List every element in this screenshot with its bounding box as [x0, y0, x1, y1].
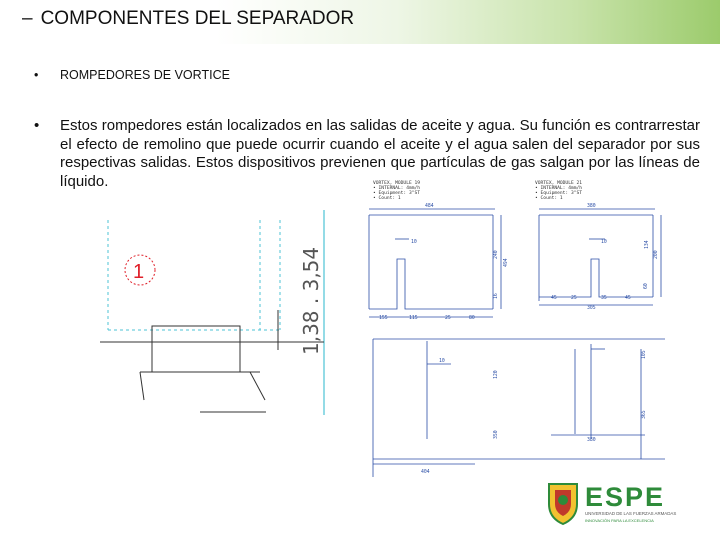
svg-text:350: 350: [494, 430, 499, 439]
svg-text:16: 16: [494, 293, 499, 299]
svg-text:10: 10: [411, 240, 417, 245]
svg-text:134: 134: [645, 240, 650, 249]
svg-text:305: 305: [587, 306, 596, 311]
slide-title-text: COMPONENTES DEL SEPARADOR: [40, 8, 355, 29]
technical-drawing: [365, 179, 670, 477]
logo-tagline-2: INNOVACIÓN PARA LA EXCELENCIA: [585, 518, 654, 523]
svg-text:380: 380: [587, 204, 596, 209]
espe-logo: [541, 478, 717, 528]
svg-text:80: 80: [469, 316, 475, 321]
svg-text:240: 240: [494, 250, 499, 259]
bullet-heading-text: ROMPEDORES DE VORTICE: [60, 68, 230, 82]
logo-brand: ESPE: [585, 482, 666, 512]
vortex-breaker-sketch: [100, 190, 362, 425]
svg-text:25: 25: [445, 316, 451, 321]
title-dash: –: [22, 8, 33, 29]
slide-title: [22, 8, 354, 30]
svg-text:105: 105: [642, 350, 647, 359]
logo-tagline-1: UNIVERSIDAD DE LAS FUERZAS ARMADAS: [585, 511, 677, 516]
svg-text:494: 494: [504, 258, 509, 267]
svg-text:115: 115: [409, 316, 418, 321]
university-crest-icon: [549, 484, 577, 524]
svg-text:VORTEX, MODULE 19: VORTEX, MODULE 19: [373, 181, 421, 186]
svg-text:404: 404: [421, 470, 430, 475]
svg-text:35: 35: [601, 296, 607, 301]
svg-text:• INTERNAL: 4mm/h: • INTERNAL: 4mm/h: [535, 186, 583, 191]
vertical-label: 1,38 . 3,54: [299, 246, 323, 355]
svg-text:10: 10: [601, 240, 607, 245]
svg-text:484: 484: [425, 204, 434, 209]
svg-text:380: 380: [587, 438, 596, 443]
svg-text:120: 120: [494, 370, 499, 379]
svg-text:365: 365: [642, 410, 647, 419]
svg-text:25: 25: [571, 296, 577, 301]
svg-text:155: 155: [379, 316, 388, 321]
svg-text:VORTEX, MODULE 21: VORTEX, MODULE 21: [535, 181, 583, 186]
bullet-marker: •: [34, 68, 39, 82]
svg-text:• INTERNAL: 4mm/h: • INTERNAL: 4mm/h: [373, 186, 421, 191]
svg-text:45: 45: [551, 296, 557, 301]
bullet-marker: •: [34, 117, 40, 134]
svg-text:• Equipment: 3"ST: • Equipment: 3"ST: [373, 191, 421, 196]
svg-text:200: 200: [654, 250, 659, 259]
svg-text:60: 60: [644, 283, 649, 289]
handwritten-number: 1: [133, 261, 145, 283]
svg-text:• Equipment: 3"ST: • Equipment: 3"ST: [535, 191, 583, 196]
svg-text:10: 10: [439, 359, 445, 364]
svg-text:45: 45: [625, 296, 631, 301]
bullet-description-text: Estos rompedores están localizados en las salidas de aceite y agua. Su función es contrarrestar el efecto de remolino que puede ocurrir cuando el aceite y el agua salen del separador por sus respectivas salidas. Estos dispositivos previenen que partículas de gas salgan por las líneas de líquido.: [60, 117, 700, 190]
svg-text:• Count: 1: • Count: 1: [535, 196, 563, 201]
svg-text:• Count: 1: • Count: 1: [373, 196, 401, 201]
